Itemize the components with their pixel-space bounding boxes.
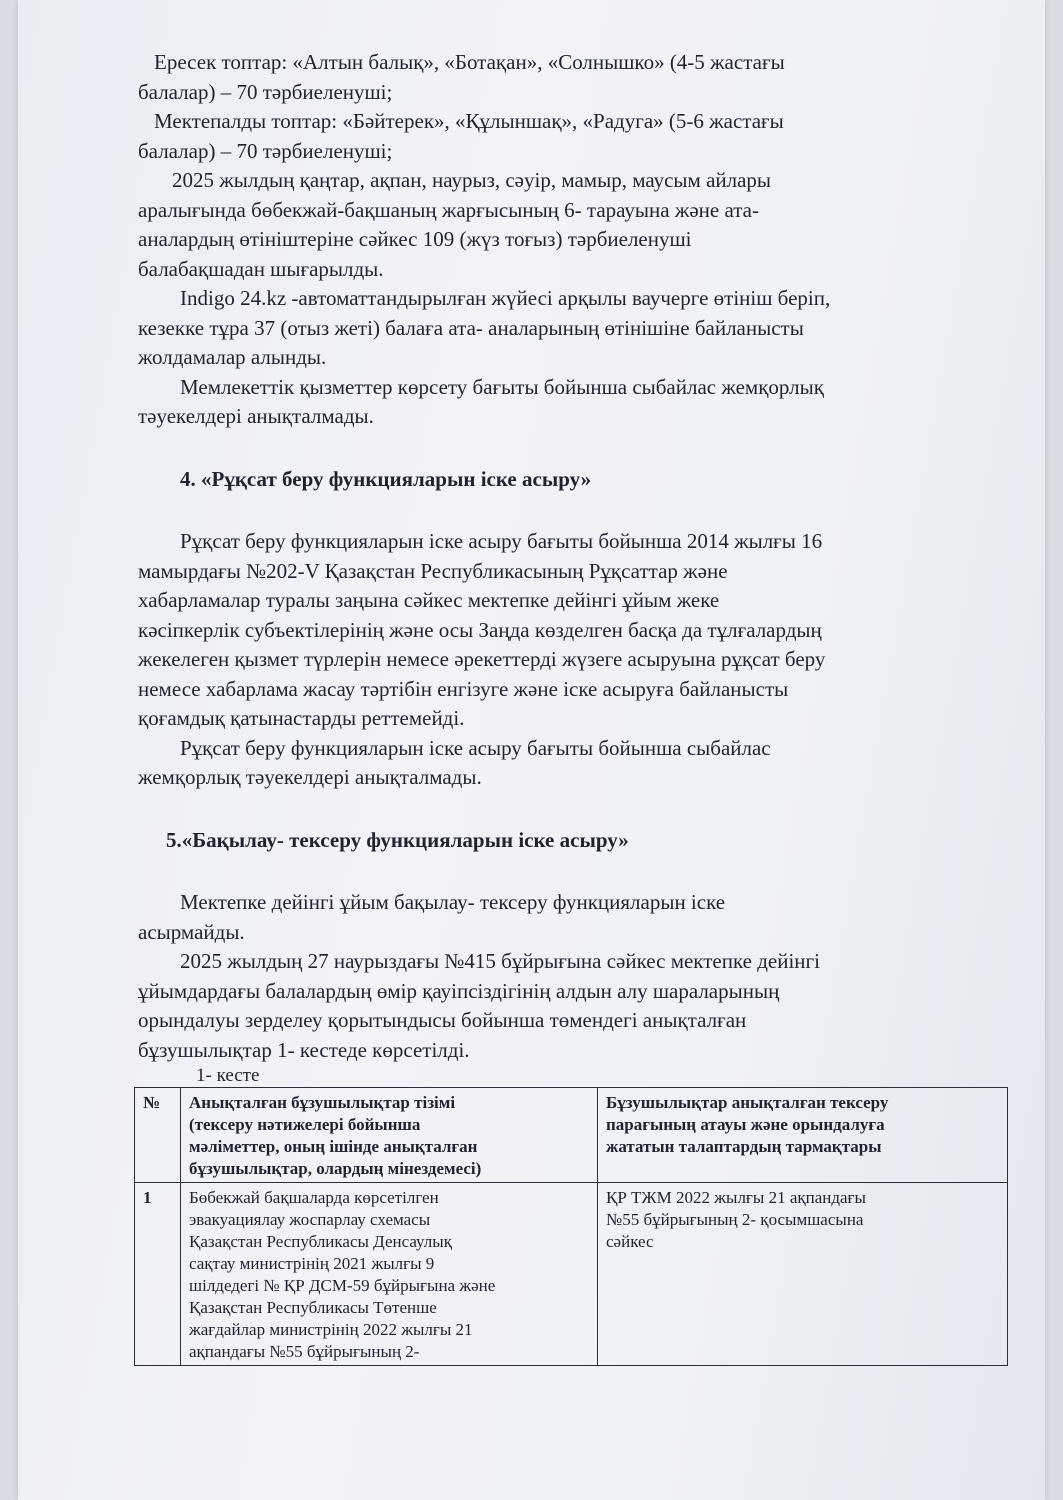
cell-line: №55 бұйрығының 2- қосымшасына xyxy=(606,1210,864,1229)
text-line: жолдамалар алынды. xyxy=(138,345,327,369)
text-line: Рұқсат беру функцияларын іске асыру бағыты бойынша 2014 жылғы 16 xyxy=(180,529,823,553)
text-line: асырмайды. xyxy=(138,919,245,944)
section-5-paragraph-1 xyxy=(138,888,988,947)
header-line: мәліметтер, оның ішінде анықталған xyxy=(189,1137,478,1156)
text-line: кәсіпкерлік субъектілерінің және осы Заңда көзделген басқа да тұлғалардың xyxy=(138,617,822,642)
header-line: (тексеру нәтижелері бойынша xyxy=(189,1115,421,1134)
document-body xyxy=(138,48,988,1366)
text-line: немесе хабарлама жасау тәртібін енгізуге және іске асыруға байланысты xyxy=(138,676,789,701)
cell-line: Қазақстан Республикасы Денсаулық xyxy=(189,1232,452,1251)
text-line: бұзушылықтар 1- кестеде көрсетілді. xyxy=(138,1037,470,1062)
text-line: Мемлекеттік қызметтер көрсету бағыты бойынша сыбайлас жемқорлық xyxy=(180,374,824,399)
cell-line: Бөбекжай бақшаларда көрсетілген xyxy=(189,1188,439,1207)
row-checklist-reference xyxy=(598,1183,1008,1366)
header-number: № xyxy=(135,1088,181,1183)
text-line: балалар) – 70 тәрбиеленуші; xyxy=(138,79,393,104)
text-line: жекелеген қызмет түрлерін немесе әрекеттерді жүзеге асыруына рұқсат беру xyxy=(138,647,826,671)
header-checklist-name xyxy=(598,1088,1008,1183)
text-line: 2025 жылдың 27 наурыздағы №415 бұйрығына сәйкес мектепке дейінгі xyxy=(180,949,820,973)
header-line: Бұзушылықтар анықталған тексеру xyxy=(606,1093,889,1112)
table-header-row xyxy=(135,1088,1008,1183)
text-line: ұйымдардағы балалардың өмір қауіпсіздігінің алдын алу шараларының xyxy=(138,978,780,1003)
text-line: жемқорлық тәуекелдері анықталмады. xyxy=(138,765,482,789)
text-line: мамырдағы №202-V Қазақстан Республикасының Рұқсаттар және xyxy=(138,558,728,583)
header-line: бұзушылықтар, олардың мінездемесі) xyxy=(189,1159,482,1178)
text-line: тәуекелдері анықталмады. xyxy=(138,404,374,428)
header-line: Анықталған бұзушылықтар тізімі xyxy=(189,1093,456,1112)
text-line: Ересек топтар: «Алтын балық», «Ботақан», «Солнышко» (4-5 жастағы xyxy=(154,50,785,74)
violations-table xyxy=(134,1087,1008,1366)
text-line: балабақшадан шығарылды. xyxy=(138,256,384,281)
text-line: балалар) – 70 тәрбиеленуші; xyxy=(138,138,393,163)
paragraph-discharged-children xyxy=(138,166,988,284)
section-4-paragraph-1 xyxy=(138,527,988,734)
text-line: 2025 жылдың қаңтар, ақпан, наурыз, сәуір, мамыр, маусым айлары xyxy=(172,168,772,192)
section-4-paragraph-2 xyxy=(138,734,988,793)
cell-line: жағдайлар министрінің 2022 жылғы 21 xyxy=(189,1320,473,1339)
text-line: аналардың өтініштеріне сәйкес 109 (жүз тоғыз) тәрбиеленуші xyxy=(138,227,692,251)
cell-line: шілдедегі № ҚР ДСМ-59 бұйрығына және xyxy=(189,1276,496,1295)
paragraph-preschool-groups xyxy=(138,107,988,166)
section-4-heading: 4. «Рұқсат беру функцияларын іске асыру» xyxy=(180,466,592,491)
cell-line: Қазақстан Республикасы Төтенше xyxy=(189,1298,437,1317)
text-line: орындалуы зерделеу қорытындысы бойынша төмендегі анықталған xyxy=(138,1008,747,1032)
cell-line: сақтау министрінің 2021 жылғы 9 xyxy=(189,1254,435,1273)
text-line: аралығында бөбекжай-бақшаның жарғысының 6- тарауына және ата- xyxy=(138,197,759,222)
document-page xyxy=(18,0,1045,1500)
cell-line: ақпандағы №55 бұйрығының 2- xyxy=(189,1342,420,1361)
paragraph-public-services-risk xyxy=(138,373,988,432)
cell-line: эвакуациялау жоспарлау схемасы xyxy=(189,1210,431,1229)
text-line: Мектепалды топтар: «Бәйтерек», «Құлыншақ», «Радуга» (5-6 жастағы xyxy=(154,109,784,133)
cell-line: сәйкес xyxy=(606,1232,654,1251)
section-5-heading: 5.«Бақылау- тексеру функцияларын іске асыру» xyxy=(166,827,629,852)
cell-line: ҚР ТЖМ 2022 жылғы 21 ақпандағы xyxy=(606,1188,866,1207)
text-line: Рұқсат беру функцияларын іске асыру бағыты бойынша сыбайлас xyxy=(180,735,771,760)
header-line: парағының атауы және орындалуға xyxy=(606,1115,885,1134)
text-line: кезекке тұра 37 (отыз жеті) балаға ата- аналарының өтінішіне байланысты xyxy=(138,315,804,340)
header-violations-list xyxy=(181,1088,598,1183)
text-line: Мектепке дейінгі ұйым бақылау- тексеру функцияларын іске xyxy=(180,890,726,914)
table-caption: 1- кесте xyxy=(196,1065,260,1086)
paragraph-senior-groups xyxy=(138,48,988,107)
row-number: 1 xyxy=(135,1183,181,1366)
text-line: Indigo 24.kz -автоматтандырылған жүйесі арқылы ваучерге өтініш беріп, xyxy=(180,286,831,310)
table-row xyxy=(135,1183,1008,1366)
header-line: жататын талаптардың тармақтары xyxy=(606,1137,882,1156)
text-line: хабарламалар туралы заңына сәйкес мектепке дейінгі ұйым жеке xyxy=(138,588,720,612)
paragraph-indigo-system xyxy=(138,284,988,373)
text-line: қоғамдық қатынастарды реттемейді. xyxy=(138,706,465,730)
section-5-paragraph-2 xyxy=(138,947,988,1065)
row-violation-description xyxy=(181,1183,598,1366)
